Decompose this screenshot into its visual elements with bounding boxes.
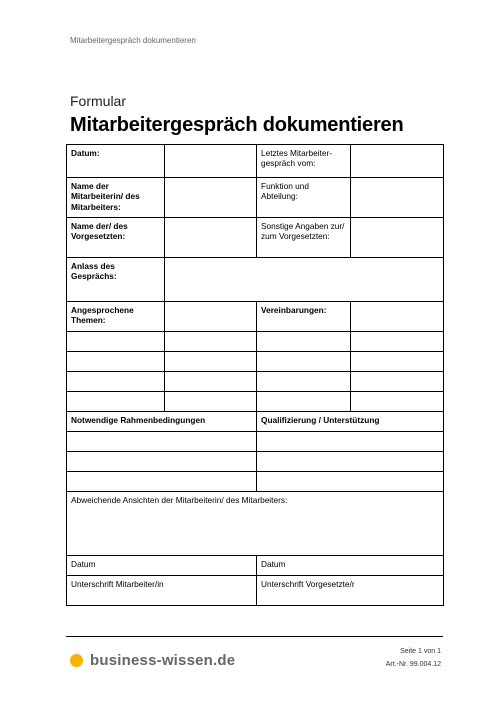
logo: [70, 652, 235, 669]
running-header: Mitarbeitergespräch dokumentieren: [70, 36, 196, 45]
form-row-datum-signature: [67, 556, 444, 576]
datum-right-label: Datum: [261, 559, 286, 569]
form-row-anlass: [67, 258, 444, 302]
abweichende-ansichten-label: Abweichende Ansichten der Mitarbeiterin/ des Mitarbeiters:: [71, 495, 288, 505]
rahmenbedingungen-cell[interactable]: [67, 452, 257, 472]
rahmenbedingungen-cell[interactable]: [67, 472, 257, 492]
datum-field[interactable]: [165, 145, 257, 178]
funktion-abteilung-label: Funktion und Abteilung:: [257, 178, 351, 218]
vereinbarungen-cell[interactable]: [351, 392, 444, 412]
vereinbarungen-cell[interactable]: [257, 332, 351, 352]
datum-right-field[interactable]: [257, 556, 444, 576]
vereinbarungen-cell[interactable]: [351, 372, 444, 392]
table-row: [67, 352, 444, 372]
funktion-abteilung-field[interactable]: [351, 178, 444, 218]
table-row: [67, 372, 444, 392]
unterschrift-mitarbeiter-label: Unterschrift Mitarbeiter/in: [71, 579, 164, 589]
logo-dot-icon: [70, 654, 83, 667]
name-vorgesetzte-label: Name der/ des Vorgesetzten:: [67, 218, 165, 258]
unterschrift-mitarbeiter-field[interactable]: [67, 576, 257, 606]
anlass-field[interactable]: [165, 258, 444, 302]
qualifizierung-cell[interactable]: [257, 472, 444, 492]
datum-label: Datum:: [67, 145, 165, 178]
table-row: [67, 432, 444, 452]
themen-field[interactable]: [165, 302, 257, 332]
themen-cell[interactable]: [67, 352, 165, 372]
table-row: [67, 332, 444, 352]
name-vorgesetzte-field[interactable]: [165, 218, 257, 258]
themen-label: Angesprochene Themen:: [67, 302, 165, 332]
form-row-mitarbeiter: [67, 178, 444, 218]
vereinbarungen-label: Vereinbarungen:: [257, 302, 351, 332]
themen-cell[interactable]: [67, 372, 165, 392]
form-table: [66, 144, 444, 606]
vereinbarungen-cell[interactable]: [257, 392, 351, 412]
document-title: Mitarbeitergespräch dokumentieren: [70, 114, 404, 136]
form-row-vorgesetzte: [67, 218, 444, 258]
name-mitarbeiter-label: Name der Mitarbeiterin/ des Mitarbeiters:: [67, 178, 165, 218]
abweichende-ansichten-field[interactable]: [67, 492, 444, 556]
table-row: [67, 392, 444, 412]
themen-cell[interactable]: [165, 392, 257, 412]
rahmenbedingungen-cell[interactable]: [67, 432, 257, 452]
letztes-gespraech-field[interactable]: [351, 145, 444, 178]
document-subtitle: Formular: [70, 93, 127, 109]
anlass-label: Anlass des Gesprächs:: [67, 258, 165, 302]
themen-cell[interactable]: [67, 392, 165, 412]
table-row: [67, 472, 444, 492]
form-row-abweichende: [67, 492, 444, 556]
themen-cell[interactable]: [165, 372, 257, 392]
datum-left-label: Datum: [71, 559, 96, 569]
vereinbarungen-field[interactable]: [351, 302, 444, 332]
form-row-themen-header: [67, 302, 444, 332]
vereinbarungen-cell[interactable]: [257, 352, 351, 372]
vereinbarungen-cell[interactable]: [351, 352, 444, 372]
themen-cell[interactable]: [165, 332, 257, 352]
unterschrift-vorgesetzte-label: Unterschrift Vorgesetzte/r: [261, 579, 355, 589]
qualifizierung-cell[interactable]: [257, 432, 444, 452]
page-number: Seite 1 von 1: [400, 648, 441, 655]
table-row: [67, 452, 444, 472]
form-row-datum: [67, 145, 444, 178]
form-row-rahmen-header: [67, 412, 444, 432]
form-row-signatures: [67, 576, 444, 606]
themen-cell[interactable]: [67, 332, 165, 352]
sonstige-angaben-field[interactable]: [351, 218, 444, 258]
name-mitarbeiter-field[interactable]: [165, 178, 257, 218]
qualifizierung-cell[interactable]: [257, 452, 444, 472]
letztes-gespraech-label: Letztes Mitarbeiter-gespräch vom:: [257, 145, 351, 178]
sonstige-angaben-label: Sonstige Angaben zur/ zum Vorgesetzten:: [257, 218, 351, 258]
footer-divider: [66, 636, 443, 637]
vereinbarungen-cell[interactable]: [257, 372, 351, 392]
logo-text: business-wissen.de: [90, 652, 236, 669]
unterschrift-vorgesetzte-field[interactable]: [257, 576, 444, 606]
themen-cell[interactable]: [165, 352, 257, 372]
qualifizierung-label: Qualifizierung / Unterstützung: [257, 412, 444, 432]
vereinbarungen-cell[interactable]: [351, 332, 444, 352]
article-number: Art.-Nr. 99.004.12: [385, 661, 441, 668]
datum-left-field[interactable]: [67, 556, 257, 576]
rahmenbedingungen-label: Notwendige Rahmenbedingungen: [67, 412, 257, 432]
